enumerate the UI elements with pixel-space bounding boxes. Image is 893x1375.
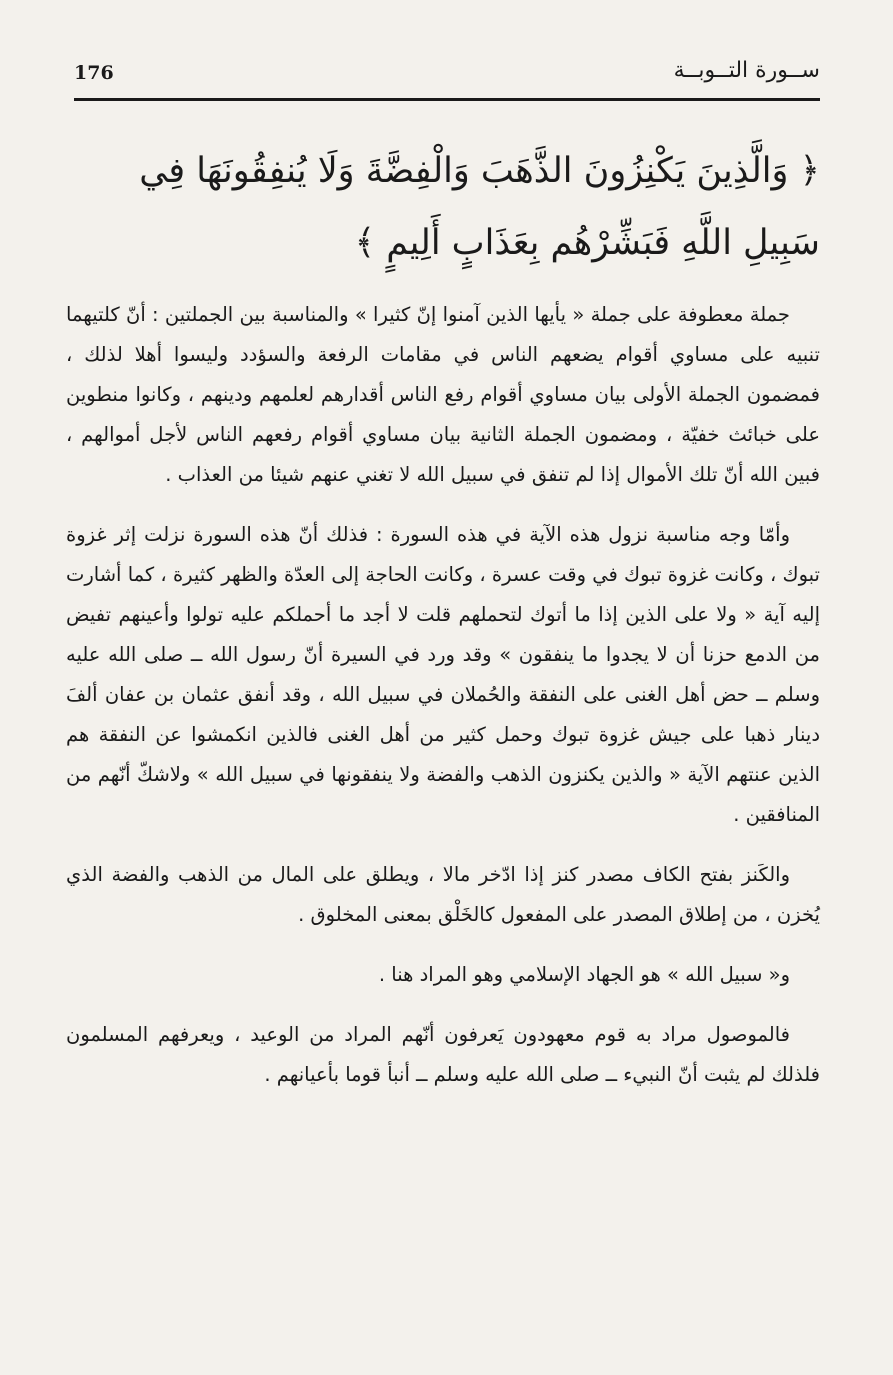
quran-verse: ﴿ وَالَّذِينَ يَكْنِزُونَ الذَّهَبَ وَالْفِضَّةَ وَلَا يُنفِقُونَهَا فِي سَبِيلِ اللَّهِ فَبَشِّرْهُم بِعَذَابٍ أَلِيمٍ ﴾	[139, 151, 820, 263]
paragraph-4: و« سبيل الله » هو الجهاد الإسلامي وهو المراد هنا .	[378, 963, 790, 986]
page-number: 176	[74, 62, 114, 84]
paragraph-3: والكَنز بفتح الكاف مصدر كنز إذا ادّخر مالا ، ويطلق على المال من الذهب والفضة الذي يُخزن ، من إطلاق المصدر على المفعول كالخَلْق بمعنى المخلوق .	[66, 863, 820, 926]
commentary-body	[66, 295, 820, 1095]
paragraph-5: فالموصول مراد به قوم معهودون يَعرفون أنّهم المراد من الوعيد ، ويعرفهم المسلمون فلذلك لم يثبت أنّ النبيء ــ صلى الله عليه وسلم ــ أنبأ قوما بأعيانهم .	[66, 1023, 820, 1086]
header-divider	[74, 98, 820, 101]
page-header	[74, 58, 820, 102]
paragraph-2: وأمّا وجه مناسبة نزول هذه الآية في هذه السورة : فذلك أنّ هذه السورة نزلت إثر غزوة تبوك ، وكانت غزوة تبوك في وقت عسرة ، وكانت الحاجة إلى العدّة والظهر كثيرة ، كما أشارت إليه آية « ولا على الذين إذا ما أتوك لتحملهم قلت لا أجد ما أحملكم عليه تولوا وأعينهم تفيض من الدمع حزنا أن لا يجدوا ما ينفقون » وقد ورد في السيرة أنّ رسول الله ــ صلى الله عليه وسلم ــ حض أهل الغنى على النفقة والحُملان في سبيل الله ، وقد أنفق عثمان بن عفان ألفَ دينار ذهبا على جيش غزوة تبوك وحمل كثير من أهل الغنى فالذين انكمشوا عن النفقة هم الذين عنتهم الآية « والذين يكنزون الذهب والفضة ولا ينفقونها في سبيل الله » ولاشكّ أنّهم من المنافقين .	[66, 523, 820, 826]
surah-title: ســورة التــوبــة	[673, 58, 820, 83]
paragraph-1: جملة معطوفة على جملة « يأيها الذين آمنوا إنّ كثيرا » والمناسبة بين الجملتين : أنّ كلتيهما تنبيه على مساوي أقوام يضعهم الناس في مقامات الرفعة والسؤدد وليسوا أهلا لذلك ، فمضمون الجملة الأولى بيان مساوي أقوام رفع الناس أقدارهم لعلمهم ودينهم ، وكانوا منطوين على خبائث خفيّة ، ومضمون الجملة الثانية بيان مساوي أقوام رفعهم الناس لأجل أموالهم ، فبين الله أنّ تلك الأموال إذا لم تنفق في سبيل الله لا تغني عنهم شيئا من العذاب .	[66, 303, 820, 486]
